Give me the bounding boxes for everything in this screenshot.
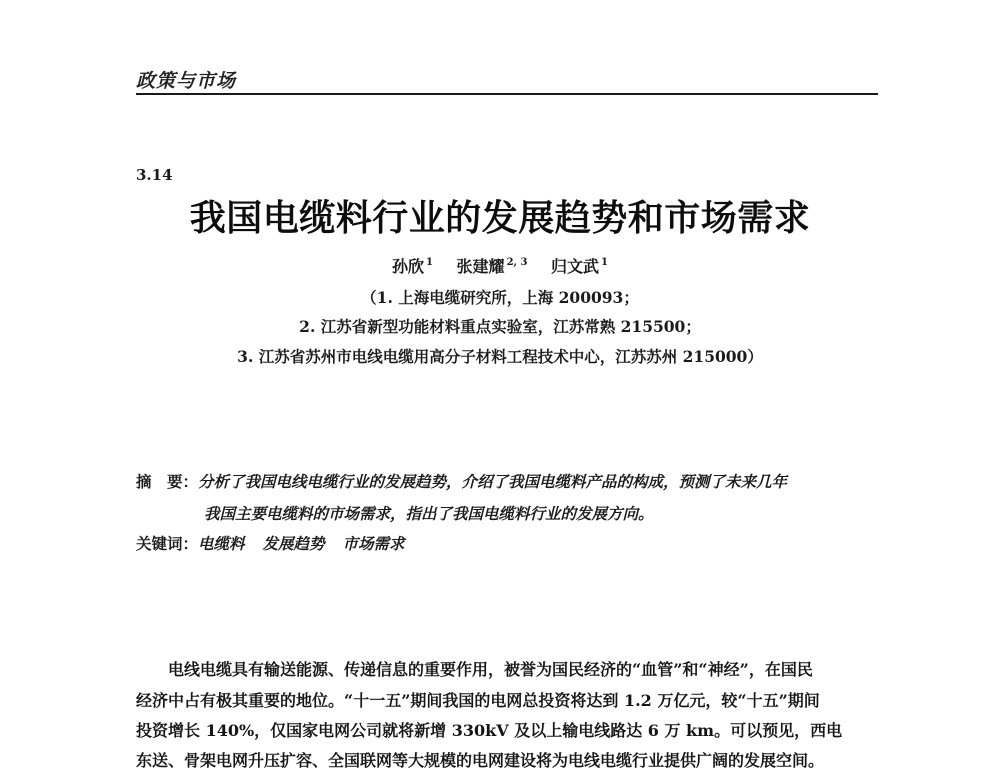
keyword: 发展趋势 bbox=[262, 534, 325, 553]
author bbox=[551, 254, 608, 277]
abstract-text-line-2: 我国主要电缆料的市场需求，指出了我国电缆料行业的发展方向。 bbox=[204, 504, 654, 523]
section-number: 3.14 bbox=[136, 166, 173, 184]
keywords-label: 关键词： bbox=[136, 534, 199, 553]
affiliation-1: （1. 上海电缆研究所，上海 200093； bbox=[361, 288, 639, 307]
abstract bbox=[136, 470, 878, 492]
author bbox=[392, 254, 433, 277]
author-name: 张建耀 bbox=[456, 257, 505, 276]
running-header: 政策与市场 bbox=[136, 70, 237, 92]
body-text-line: 经济中占有极其重要的地位。“十一五”期间我国的电网总投资将达到 1.2 万亿元，较“十五”期间 bbox=[136, 691, 820, 710]
affiliation-2: 2. 江苏省新型功能材料重点实验室，江苏常熟 215500； bbox=[299, 317, 701, 336]
keyword: 市场需求 bbox=[342, 534, 405, 553]
body-text-line: 东送、骨架电网升压扩容、全国联网等大规模的电网建设将为电线电缆行业提供广阔的发展空间。 bbox=[136, 751, 825, 770]
keyword: 电缆料 bbox=[198, 534, 245, 553]
body-text-line: 电线电缆具有输送能源、传递信息的重要作用，被誉为国民经济的“血管”和“神经”，在国民 bbox=[168, 660, 813, 679]
author-name: 归文武 bbox=[551, 257, 600, 276]
author-affiliation-mark: 1 bbox=[426, 257, 433, 268]
author-affiliation-mark: 1 bbox=[601, 257, 609, 268]
keywords bbox=[136, 532, 423, 554]
article-title: 我国电缆料行业的发展趋势和市场需求 bbox=[189, 197, 811, 239]
affiliation-3: 3. 江苏省苏州市电线电缆用高分子材料工程技术中心，江苏苏州 215000） bbox=[237, 347, 763, 366]
author-name: 孙欣 bbox=[391, 257, 424, 276]
body-text-line: 投资增长 140%，仅国家电网公司就将新增 330kV 及以上输电线路达 6 万 km。可以预见，西电 bbox=[136, 721, 843, 740]
header-rule bbox=[136, 93, 878, 95]
author-list bbox=[0, 254, 1000, 277]
author-affiliation-mark: 2, 3 bbox=[506, 257, 528, 268]
abstract-label: 摘 要： bbox=[136, 472, 199, 491]
abstract-text-line-1: 分析了我国电线电缆行业的发展趋势，介绍了我国电缆料产品的构成，预测了未来几年 bbox=[198, 472, 788, 491]
author bbox=[457, 254, 528, 277]
